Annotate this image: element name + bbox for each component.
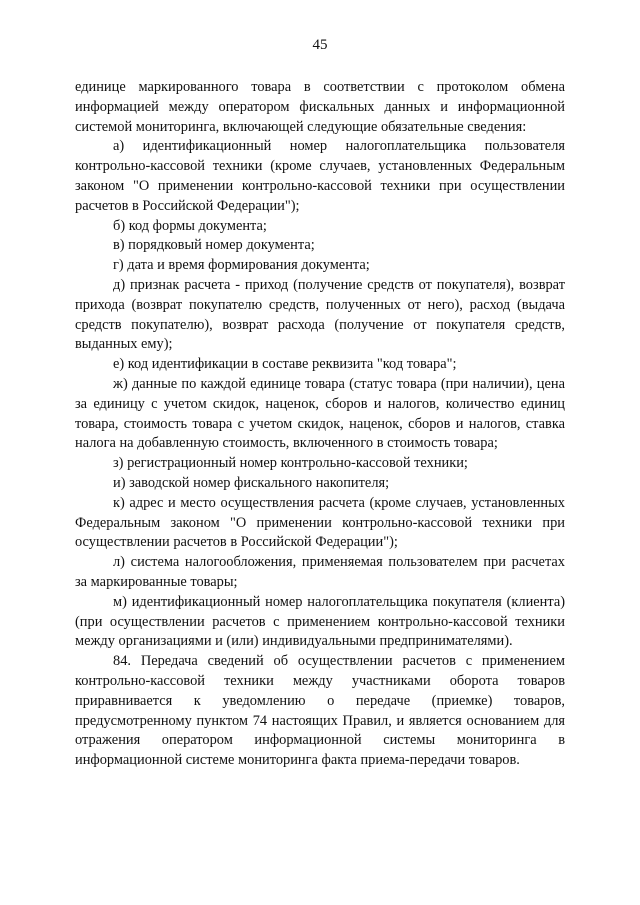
paragraph: м) идентификационный номер налогоплательщика покупателя (клиента) (при осуществлении расчетов с применением контрольно-кассовой техники между организациями и (или) индивидуальными предпринимателями). — [75, 593, 565, 650]
paragraph: д) признак расчета - приход (получение средств от покупателя), возврат прихода (возврат покупателю средств, полученных от него), расход (выдача средств покупателю), возврат расхода (получение от покупателя средств, выданных ему); — [75, 276, 565, 353]
page-number: 45 — [312, 37, 328, 53]
paragraph: к) адрес и место осуществления расчета (кроме случаев, установленных Федеральным законом "О применении контрольно-кассовой техники при осуществлении расчетов в Российской Федерации"); — [75, 494, 565, 551]
paragraph: а) идентификационный номер налогоплательщика пользователя контрольно-кассовой техники (кроме случаев, установленных Федеральным законом "О применении контрольно-кассовой техники при осуществлении расчетов в Российской Федерации"); — [75, 138, 565, 214]
document-body — [75, 78, 565, 771]
paragraph: г) дата и время формирования документа; — [113, 257, 370, 274]
paragraph: единице маркированного товара в соответствии с протоколом обмена информацией между оператором фискальных данных и информационной системой мониторинга, включающей следующие обязательные сведения: — [75, 79, 565, 135]
paragraph: б) код формы документа; — [113, 217, 267, 234]
paragraph: л) система налогообложения, применяемая пользователем при расчетах за маркированные товары; — [75, 554, 565, 590]
paragraph: з) регистрационный номер контрольно-кассовой техники; — [113, 455, 468, 472]
paragraph: в) порядковый номер документа; — [113, 237, 315, 254]
paragraph: ж) данные по каждой единице товара (статус товара (при наличии), цена за единицу с учетом скидок, наценок, сборов и налогов, количество единиц товара, стоимость товара с учетом скидок, наценок, сборов и налогов, ставка налога на добавленную стоимость, включенного в стоимость товара; — [75, 375, 565, 452]
paragraph: е) код идентификации в составе реквизита "код товара"; — [113, 356, 457, 373]
paragraph: 84. Передача сведений об осуществлении расчетов с применением контрольно-кассовой техники между участниками оборота товаров приравнивается к уведомлению о передаче (приемке) товаров, предусмотренному пунктом 74 настоящих Правил, и является основанием для отражения оператором информационной системы мониторинга в информационной системе мониторинга факта приема-передачи товаров. — [75, 653, 565, 769]
paragraph: и) заводской номер фискального накопителя; — [113, 474, 390, 491]
